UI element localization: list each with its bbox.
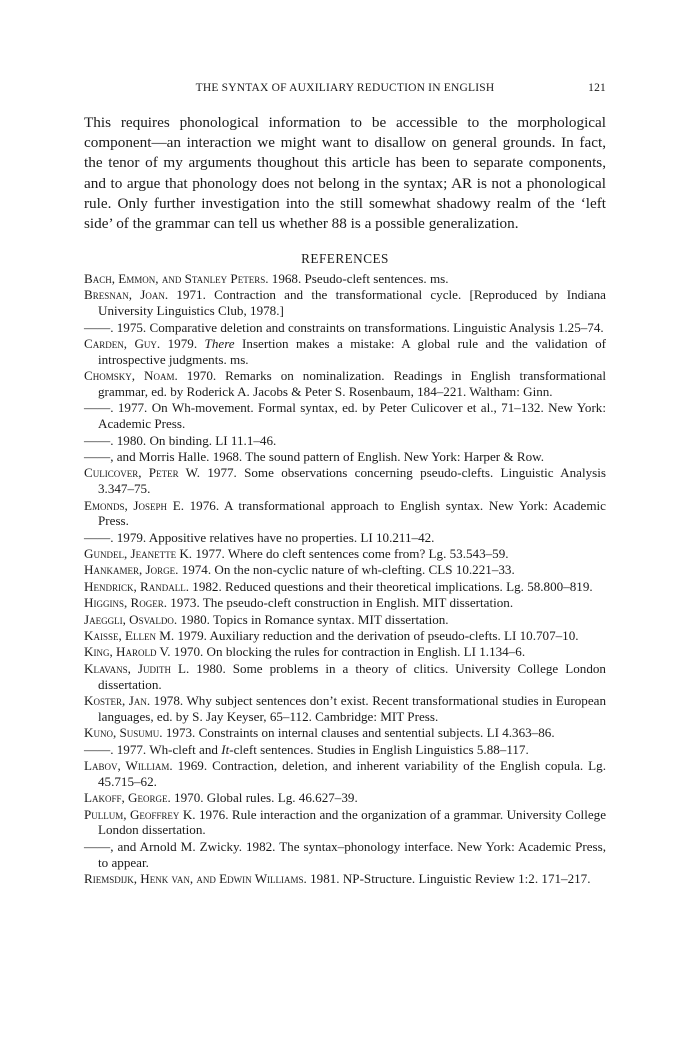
reference-entry <box>84 530 606 546</box>
reference-entry <box>84 498 606 530</box>
reference-entry <box>84 579 606 595</box>
reference-text: 1980. Some problems in a theory of clitics. University College London dissertation. <box>98 660 606 692</box>
reference-entry <box>84 595 606 611</box>
reference-entry <box>84 790 606 806</box>
reference-entry <box>84 628 606 644</box>
reference-entry <box>84 433 606 449</box>
reference-entry <box>84 661 606 693</box>
reference-text: ——, and Morris Halle. 1968. The sound pattern of English. New York: Harper & Row. <box>84 448 545 464</box>
reference-entry <box>84 725 606 741</box>
body-paragraph: This requires phonological information to be accessible to the morphological component—an interaction we might want to disallow on general grounds. In fact, the tenor of my arguments thoughout this article has been to separate components, and to argue that phonology does not belong in the syntax; AR is not a phonological rule. Only further investigation into the still somewhat shadowy realm of the ‘left side’ of the grammar can tell us whether 88 is a possible generalization. <box>84 114 606 233</box>
reference-entry <box>84 562 606 578</box>
reference-text: ——. 1980. On binding. LI 11.1–46. <box>84 432 277 448</box>
reference-entry <box>84 368 606 400</box>
reference-entry <box>84 320 606 336</box>
reference-text: 1978. Why subject sentences don’t exist. Recent transformational studies in European languages, ed. by S. Jay Keyser, 65–112. Cambridge: MIT Press. <box>98 693 606 724</box>
reference-text: 1976. A transformational approach to English syntax. New York: Academic Press. <box>98 497 606 529</box>
reference-text: 1970. Remarks on nominalization. Readings in English transformational grammar, ed. by Roderick A. Jacobs & Peter S. Rosenbaum, 184–221. Waltham: Ginn. <box>98 368 606 399</box>
reference-author: Klavans, Judith L. <box>84 660 190 676</box>
reference-text: ——. 1975. Comparative deletion and constraints on transformations. Linguistic Analysis 1.25–74. <box>84 319 604 335</box>
reference-text: 1973. The pseudo-cleft construction in English. MIT dissertation. <box>167 595 514 611</box>
reference-author: Chomsky, Noam. <box>84 368 178 384</box>
reference-entry <box>84 644 606 660</box>
reference-text: Insertion makes a mistake: A global rule and the validation of introspective judgments. ms. <box>98 335 606 367</box>
reference-entry <box>84 742 606 758</box>
reference-author: Riemsdijk, Henk van, and Edwin Williams. <box>84 870 307 886</box>
reference-author: Labov, William. <box>84 757 173 773</box>
reference-entry <box>84 807 606 839</box>
reference-text: ——. 1979. Appositive relatives have no properties. LI 10.211–42. <box>84 529 435 545</box>
references-heading: REFERENCES <box>301 251 389 266</box>
reference-text: 1981. NP-Structure. Linguistic Review 1:2. 171–217. <box>306 870 591 886</box>
reference-italic-term: It <box>221 741 230 757</box>
reference-text: 1979. <box>160 335 205 351</box>
reference-text: 1976. Rule interaction and the organization of a grammar. University College London dissertation. <box>98 806 607 838</box>
reference-entry <box>84 336 606 368</box>
reference-entry <box>84 871 606 887</box>
reference-entry <box>84 400 606 432</box>
reference-text: 1977. Where do cleft sentences come from? Lg. 53.543–59. <box>192 546 509 562</box>
reference-text: 1980. Topics in Romance syntax. MIT dissertation. <box>177 611 449 627</box>
reference-text: 1977. Some observations concerning pseudo-clefts. Linguistic Analysis 3.347–75. <box>98 465 606 497</box>
reference-text: ——, and Arnold M. Zwicky. 1982. The syntax–phonology interface. New York: Academic Press, to appear. <box>84 838 606 870</box>
reference-text: 1973. Constraints on internal clauses and sentential subjects. LI 4.363–86. <box>162 725 555 741</box>
reference-text: -cleft sentences. Studies in English Linguistics 5.88–117. <box>229 741 529 757</box>
reference-author: Culicover, Peter W. <box>84 465 201 481</box>
reference-author: Bach, Emmon, and Stanley Peters. <box>84 271 269 286</box>
reference-entry <box>84 465 606 497</box>
reference-author: Higgins, Roger. <box>84 595 168 611</box>
page-number: 121 <box>588 82 606 94</box>
reference-entry <box>84 612 606 628</box>
reference-text: 1969. Contraction, deletion, and inherent variability of the English copula. Lg. 45.715–62. <box>98 757 606 789</box>
reference-text: 1979. Auxiliary reduction and the derivation of pseudo-clefts. LI 10.707–10. <box>174 628 579 644</box>
reference-text: 1970. Global rules. Lg. 46.627–39. <box>170 790 358 806</box>
reference-entry <box>84 693 606 725</box>
references-list <box>84 271 606 887</box>
reference-entry <box>84 839 606 871</box>
reference-text: 1971. Contraction and the transformational cycle. [Reproduced by Indiana University Linguistics Club, 1978.] <box>98 287 606 319</box>
reference-author: Carden, Guy. <box>84 335 161 351</box>
reference-author: Lakoff, George. <box>84 790 171 806</box>
reference-author: King, Harold V. <box>84 644 171 660</box>
reference-entry <box>84 546 606 562</box>
reference-author: Kaisse, Ellen M. <box>84 628 175 644</box>
reference-italic-term: There <box>204 335 235 351</box>
reference-author: Jaeggli, Osvaldo. <box>84 611 178 627</box>
reference-text: 1968. Pseudo-cleft sentences. ms. <box>268 271 449 286</box>
reference-author: Gundel, Jeanette K. <box>84 546 193 562</box>
running-head <box>84 82 606 98</box>
reference-author: Bresnan, Joan. <box>84 287 169 303</box>
reference-text: 1982. Reduced questions and their theoretical implications. Lg. 58.800–819. <box>189 578 593 594</box>
reference-entry <box>84 271 606 287</box>
reference-author: Pullum, Geoffrey K. <box>84 806 196 822</box>
reference-entry <box>84 287 606 319</box>
reference-author: Hankamer, Jorge. <box>84 562 179 578</box>
running-title: THE SYNTAX OF AUXILIARY REDUCTION IN ENGLISH <box>195 82 495 94</box>
reference-author: Kuno, Susumu. <box>84 725 163 741</box>
reference-author: Koster, Jan. <box>84 693 151 708</box>
reference-text: ——. 1977. Wh-cleft and <box>84 741 222 757</box>
reference-text: ——. 1977. On Wh-movement. Formal syntax, ed. by Peter Culicover et al., 71–132. New York: Academic Press. <box>84 400 606 432</box>
reference-entry <box>84 449 606 465</box>
reference-author: Emonds, Joseph E. <box>84 497 184 513</box>
reference-text: 1974. On the non-cyclic nature of wh-clefting. CLS 10.221–33. <box>178 562 515 578</box>
reference-text: 1970. On blocking the rules for contraction in English. LI 1.134–6. <box>170 644 526 660</box>
reference-author: Hendrick, Randall. <box>84 578 190 594</box>
reference-entry <box>84 758 606 790</box>
